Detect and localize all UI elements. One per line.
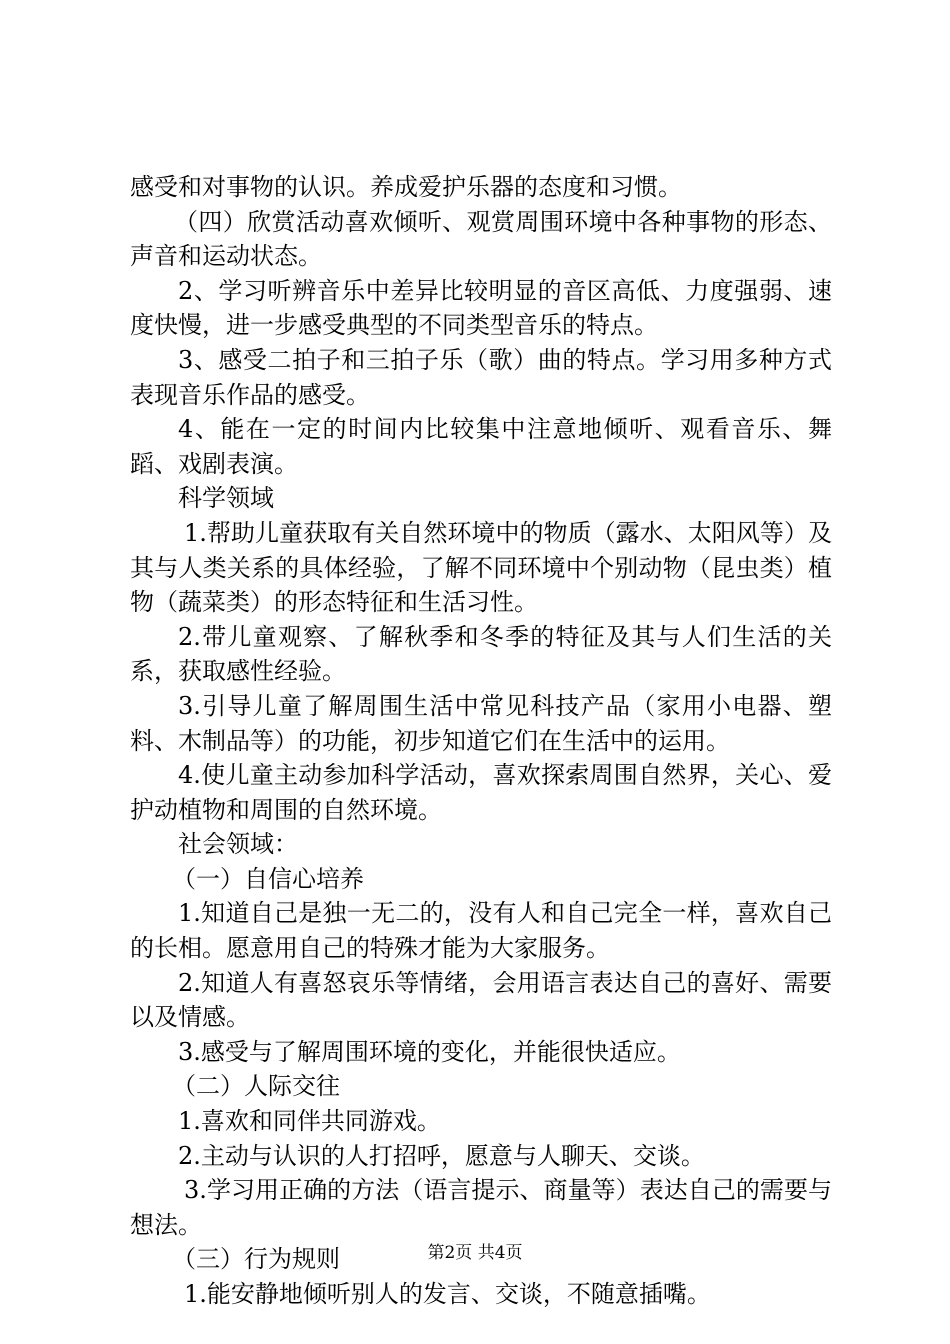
paragraph-interpersonal-item-3: 3.学习用正确的方法（语言提示、商量等）表达自己的需要与想法。 bbox=[130, 1176, 832, 1239]
section-heading-science: 科学领域 bbox=[178, 484, 274, 513]
paragraph-confidence-item-3: 3.感受与了解周围环境的变化，并能很快适应。 bbox=[178, 1037, 681, 1066]
paragraph-music-item-3: 3、感受二拍子和三拍子乐（歌）曲的特点。学习用多种方式表现音乐作品的感受。 bbox=[130, 345, 832, 409]
paragraph-music-item-4: 4、能在一定的时间内比较集中注意地倾听、观看音乐、舞蹈、戏剧表演。 bbox=[130, 415, 832, 478]
paragraph-science-item-4: 4.使儿童主动参加科学活动，喜欢探索周围自然界，关心、爱护动植物和周围的自然环境。 bbox=[130, 761, 832, 824]
subsection-heading-interpersonal: （二）人际交往 bbox=[172, 1072, 340, 1101]
paragraph-interpersonal-item-1: 1.喜欢和同伴共同游戏。 bbox=[178, 1107, 441, 1136]
subsection-heading-confidence: （一）自信心培养 bbox=[172, 864, 364, 893]
paragraph-interpersonal-item-2: 2.主动与认识的人打招呼，愿意与人聊天、交谈。 bbox=[178, 1141, 705, 1170]
paragraph-appreciation-heading: （四）欣赏活动喜欢倾听、观赏周围环境中各种事物的形态、声音和运动状态。 bbox=[130, 207, 832, 271]
paragraph-science-item-1: 1.帮助儿童获取有关自然环境中的物质（露水、太阳风等）及其与人类关系的具体经验，了解不同环境中个别动物（昆虫类）植物（蔬菜类）的形态特征和生活习性。 bbox=[130, 518, 832, 617]
document-body bbox=[130, 170, 832, 1312]
paragraph-science-item-2: 2.带儿童观察、了解秋季和冬季的特征及其与人们生活的关系，获取感性经验。 bbox=[130, 622, 832, 686]
paragraph-music-item-2: 2、学习听辨音乐中差异比较明显的音区高低、力度强弱、速度快慢，进一步感受典型的不同类型音乐的特点。 bbox=[130, 276, 832, 340]
subsection-heading-behavior: （三）行为规则 bbox=[172, 1245, 340, 1274]
paragraph-behavior-item-1: 1.能安静地倾听别人的发言、交谈，不随意插嘴。 bbox=[184, 1280, 711, 1308]
paragraph-continuation: 感受和对事物的认识。养成爱护乐器的态度和习惯。 bbox=[130, 173, 682, 201]
paragraph-confidence-item-1: 1.知道自己是独一无二的，没有人和自己完全一样，喜欢自己的长相。愿意用自己的特殊才能为大家服务。 bbox=[130, 899, 832, 963]
paragraph-science-item-3: 3.引导儿童了解周围生活中常见科技产品（家用小电器、塑料、木制品等）的功能，初步知道它们在生活中的运用。 bbox=[130, 691, 832, 755]
section-heading-social: 社会领域： bbox=[178, 830, 298, 859]
page-footer bbox=[0, 1242, 950, 1264]
page-number-label: 第2页 共4页 bbox=[427, 1243, 523, 1263]
paragraph-confidence-item-2: 2.知道人有喜怒哀乐等情绪，会用语言表达自己的喜好、需要以及情感。 bbox=[130, 968, 832, 1032]
